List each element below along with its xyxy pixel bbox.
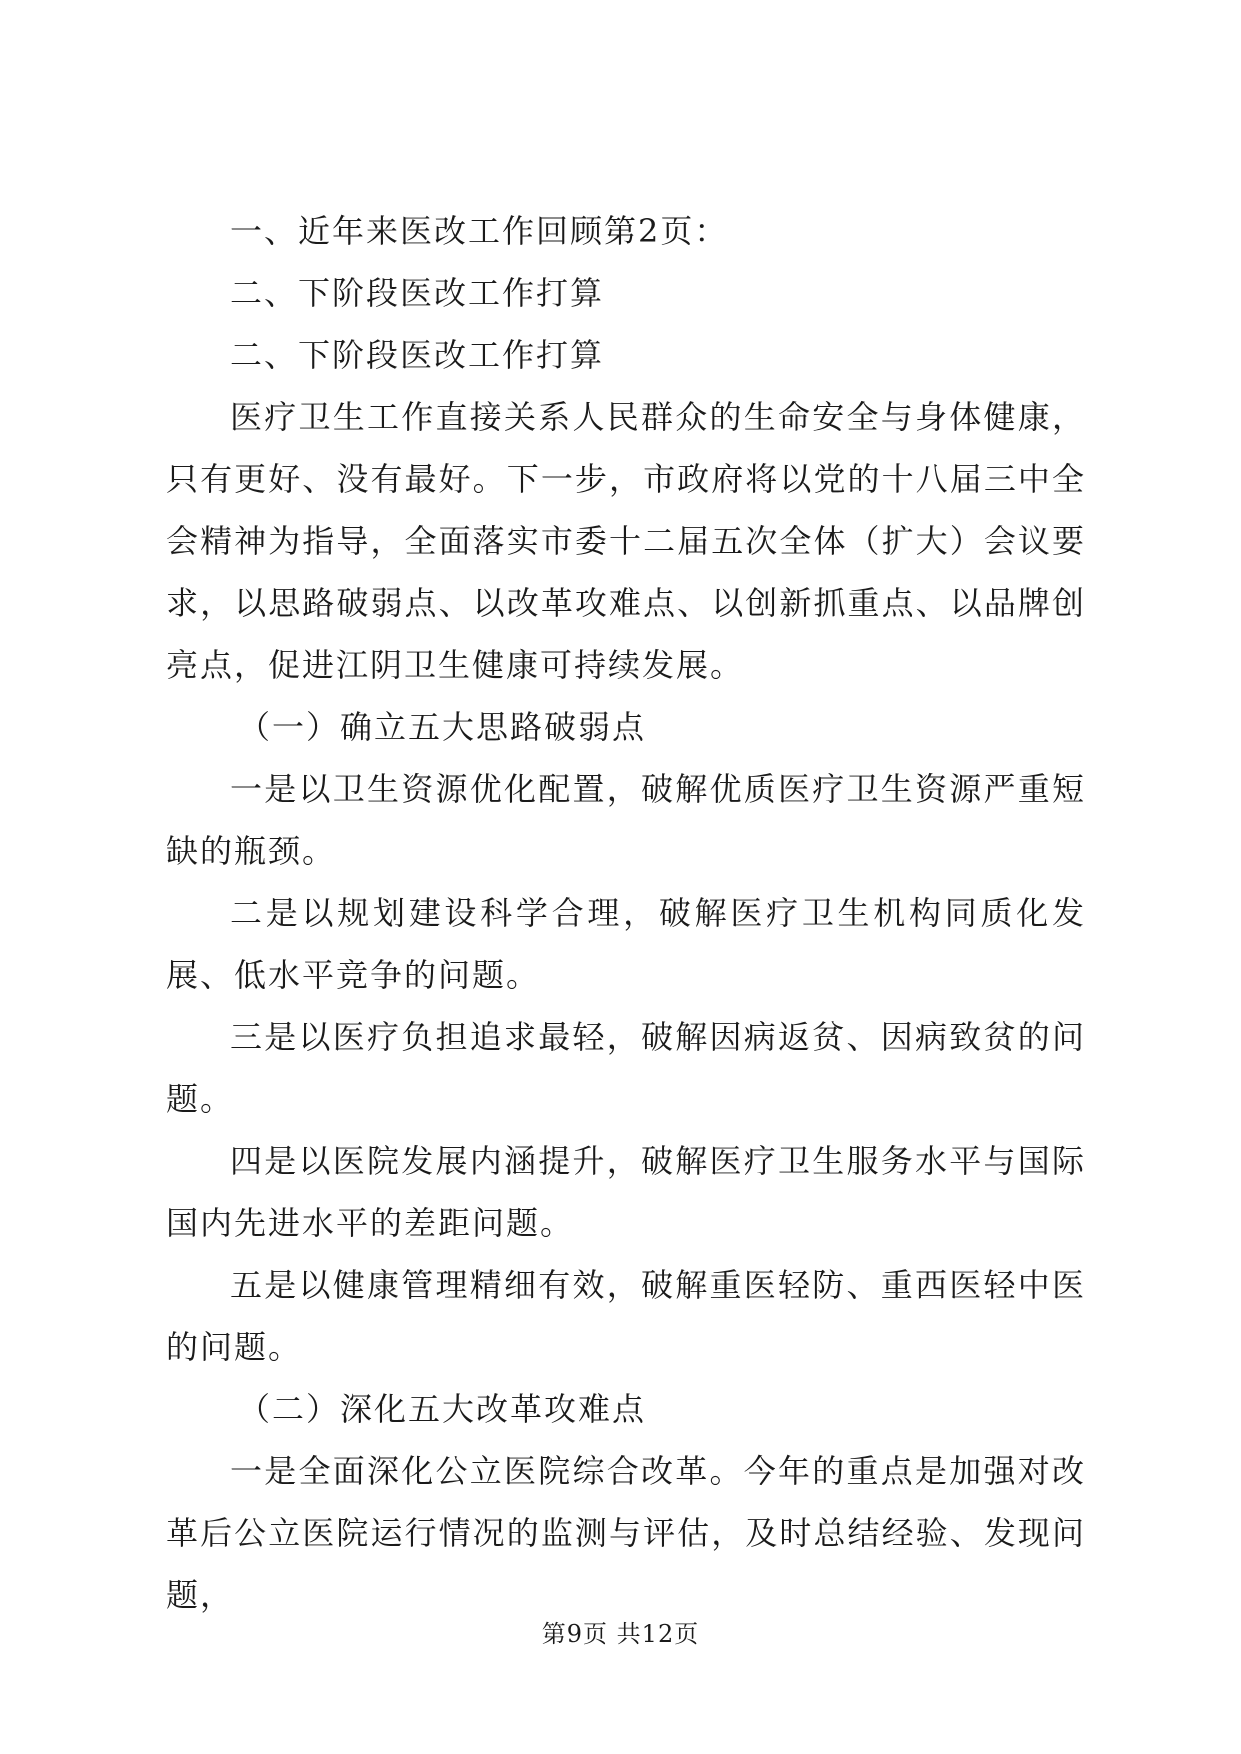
outline-line-1: 一、近年来医改工作回顾第2页： [230, 212, 729, 250]
body-paragraph: 医疗卫生工作直接关系人民群众的生命安全与身体健康，只有更好、没有最好。下一步，市政府将以党的十八届三中全会精神为指导，全面落实市委十二届五次全体（扩大）会议要求，以思路破弱点、以改革攻难点、以创新抓重点、以品牌创亮点，促进江阴卫生健康可持续发展。 [166, 398, 1086, 684]
body-paragraph: 三是以医疗负担追求最轻，破解因病返贫、因病致贫的问题。 [166, 1018, 1086, 1118]
body-paragraph: 一是全面深化公立医院综合改革。今年的重点是加强对改革后公立医院运行情况的监测与评估，及时总结经验、发现问题， [166, 1452, 1086, 1614]
body-paragraph: 一是以卫生资源优化配置，破解优质医疗卫生资源严重短缺的瓶颈。 [166, 770, 1086, 870]
outline-line-2: 二、下阶段医改工作打算 [230, 274, 605, 312]
body-paragraph: 二是以规划建设科学合理，破解医疗卫生机构同质化发展、低水平竞争的问题。 [166, 894, 1086, 994]
body-paragraph: 五是以健康管理精细有效，破解重医轻防、重西医轻中医的问题。 [166, 1266, 1086, 1366]
section-heading: （一）确立五大思路破弱点 [238, 708, 647, 746]
document-body [166, 200, 1086, 1626]
outline-line-3: 二、下阶段医改工作打算 [230, 336, 605, 374]
body-paragraph: 四是以医院发展内涵提升，破解医疗卫生服务水平与国际国内先进水平的差距问题。 [166, 1142, 1086, 1242]
section-heading: （二）深化五大改革攻难点 [238, 1390, 647, 1428]
page-footer: 第9页 共12页 [541, 1620, 700, 1648]
